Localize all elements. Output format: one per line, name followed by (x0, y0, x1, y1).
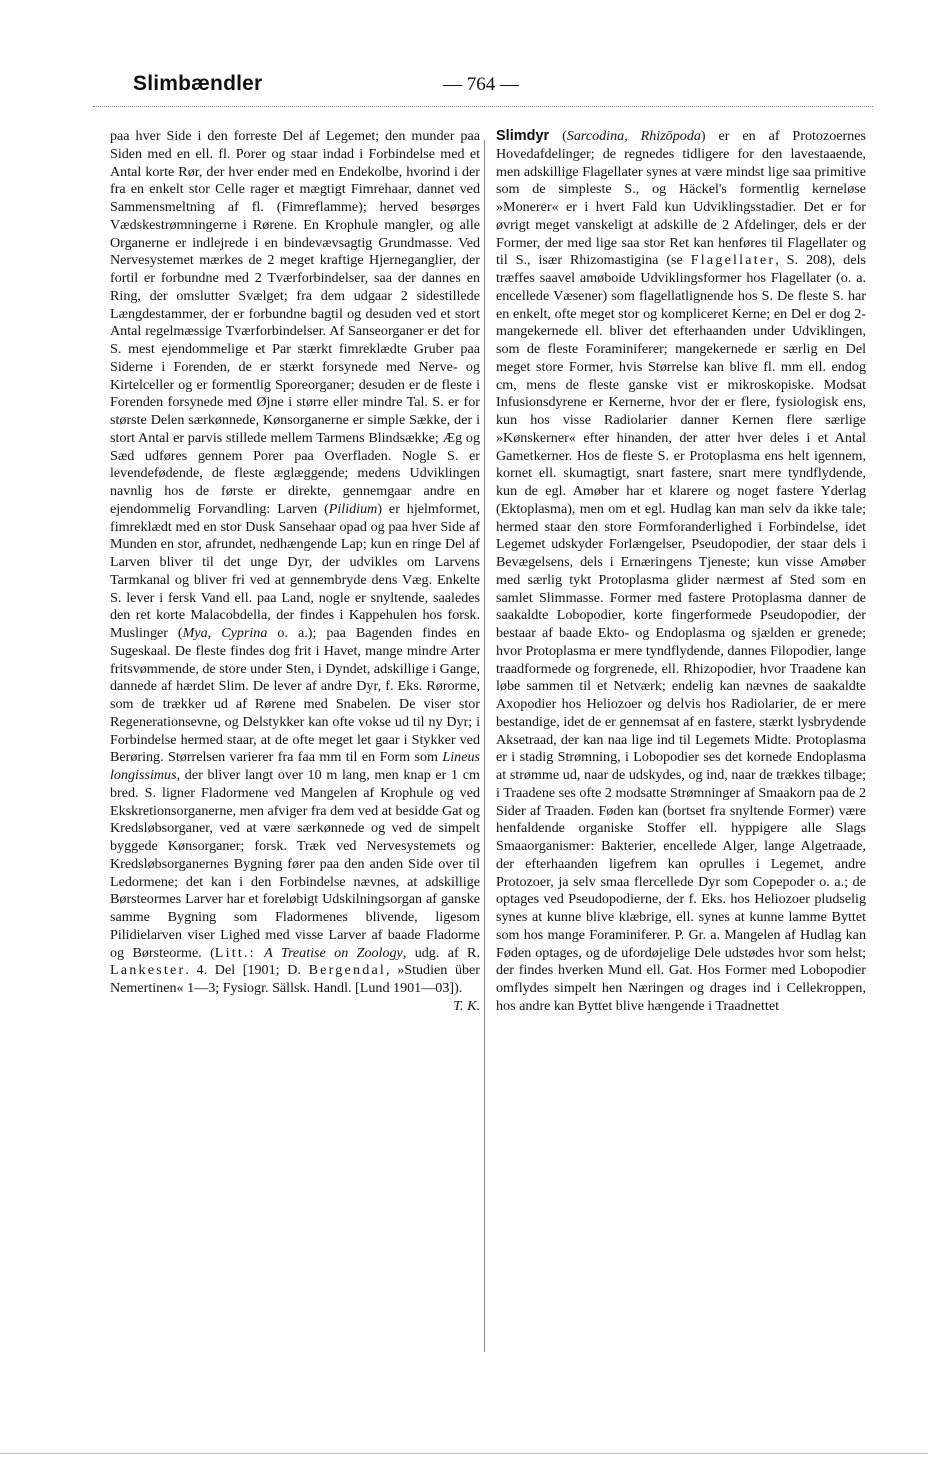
left-column (110, 128, 480, 1016)
text-run: , S. 208), dels træffes saavel amøboide Udviklingsformer hos Flagellater (o. a. encellede Væsener) som flagellatlignende hos S. De fleste S. har en enkelt, ofte meget stor og kompliceret Kerne; en Del er dog 2-mangekernede ell. bliver det efterhaanden under Udviklingen, som de fleste Foraminiferer; mangekernede er særlig en Del meget store Former, hvis Størrelse kan blive fl. mm ell. endog cm, mens de fleste ganske vist er mikroskopiske. Modsat Infusionsdyrene er Kernerne, hvor der er flere, fysiologisk ens, kun hos visse Radiolarier danner Kernen flere særlige »Kønskerner« efter hinanden, der atter hver deles i et Antal Gametkerner. Hos de fleste S. er Protoplasma ens helt igennem, kornet ell. skumagtigt, snart fastere, snart mere tyndflydende, kun de egl. Amøber har et klarere og noget fastere Yderlag (Ektoplasma), men om et egl. Hudlag kan man selv da ikke tale; hermed staar den store Formforanderlighed i Forbindelse, idet Legemet udskyder Forlængelser, Pseudopodier, der staar dels i Bevægelsens, dels i Ernæringens Tjeneste; kun visse Amøber med særlig tykt Protoplasma glider nærmest af Sted som en samlet Slimmasse. Former med fastere Protoplasma danner de saakaldte Lobopodier, korte fingerformede Pseudopodier, der bestaar af baade Ekto- og Endoplasma og sjælden er grenede; hvor Protoplasma er mere tyndflydende, dannes Filopodier, lange traadformede og forgrenede, ell. Rhizopodier, hvor Traadene kan løbe sammen til et Netværk; endelig kan nævnes de saakaldte Axopodier hos Heliozoer og delvis hos Radiolarier, de er mere bestandige, idet de er gennemsat af en fastere, stærkt lysbrydende Aksetraad, der kan naa lige ind til Legemets Midte. Protoplasma er i stadig Strømning, i Lobopodier ses det kornede Endoplasma at strømme ud, naar de udskydes, og ind, naar de trækkes tilbage; i Traadene ses ofte 2 modsatte Strømninger af Smaakorn paa de 2 Sider af Traaden. Føden kan (bortset fra snyltende Former) være henfaldende organiske Stoffer ell. hyppigere alle Slags Smaaorganismer: Bakterier, encellede Alger, lange Algetraade, der efterhaanden ligefrem kan oprulles i Legemet, andre Protozoer, ja selv smaa flercellede Dyr som Copepoder o. a.; de optages ved Pseudopodierne, der f. Eks. hos Heliozoer pludselig synes at kunne blive klæbrige, ell. synes at kunne lamme Byttet som hos mange Foraminiferer. P. Gr. a. Mangelen af Hudlag kan Føden optages, og de ufordøjelige Dele udstødes hvor som helst; der findes hverken Mund ell. Gat. Hos Former med Lobopodier omflydes simpelt hen Næringen og drages ind i Cellekroppen, hos andre kan Byttet blive hængende i Traadnettet (496, 252, 866, 1014)
text-run: , »Studien über Nemertinen« 1—3; Fysiogr. Sällsk. Handl. [Lund 1901—03]). (110, 962, 481, 996)
running-head-title: Slimbændler (133, 72, 263, 95)
spaced-author: Bergendal (308, 962, 387, 979)
text-run: , udg. af R. (402, 944, 480, 961)
text-run: , der bliver langt over 10 m lang, men knap er 1 cm bred. S. ligner Fladormene ved Mangelen af Krophule og ved Ekskretionsorganerne, men afviger fra dem ved at besidde Gat og Kredsløbsorganer, ved at være særkønnede og ved de simpelt byggede Kønsorganer; forsk. Træk ved Nervesystemets og Kredsløbsorganernes Bygning fører paa den anden Side over til Ledormene; det kan i den Forbindelse nævnes, at adskillige Børsteormes Larver har et foreløbigt Udskilningsorgan af ganske samme Bygning som Fladormenes blivende, ligesom Pilidielarven viser Lighed med visse Larver af baade Fladorme og Børsteorme. ( (110, 767, 480, 961)
page-header (133, 72, 833, 108)
entry-continuation-slimbaendler (110, 128, 481, 1014)
italic-term: Lineus longissimus (110, 749, 480, 783)
entry-slimdyr: Slimdyr (Sarcodina, Rhizōpoda) er en af Protozoernes Hovedafdelinger; de regnedes tidligere for den lavestaaende, men adskillige Flagellater synes at være mindst lige saa primitive som de simpleste S., og Häckel's formentlig kerneløse »Monerer« er i hvert Fald kun Udviklingsstadier. Det er for øvrigt meget vanskeligt at adskille de 2 Afdelinger, dels er der Former, der med lige saa stor Ret kan henføres til Flagellater og til S., især Rhizomastigina (se Flagellater, S. 208), dels træffes saavel amøboide Udviklingsformer hos Flagellater (o. a. encellede Væsener) som flagellatlignende hos S. De fleste S. har en enkelt, ofte meget stor og kompliceret Kerne; en Del er dog 2-mangekernede ell. bliver det efterhaanden under Udviklingen, som de fleste Foraminiferer; mangekernede er særlig en Del meget store Former, hvis Størrelse kan blive fl. mm ell. endog cm, mens de fleste ganske vist er mikroskopiske. Modsat Infusionsdyrene er Kernerne, hvor der er flere, fysiologisk ens, kun hos visse Radiolarier danner Kernen flere særlige »Kønskerner« efter hinanden, der atter hver deles i et Antal Gametkerner. Hos de fleste S. er Protoplasma ens helt igennem, kornet ell. skumagtigt, snart fastere, snart mere tyndflydende, kun de egl. Amøber har et klarere og noget fastere Yderlag (Ektoplasma), men om et egl. Hudlag kan man selv da ikke tale; hermed staar den store Formforanderlighed i Forbindelse, idet Legemet udskyder Forlængelser, Pseudopodier, der staar dels i Bevægelsens, dels i Ernæringens Tjeneste; kun visse Amøber med særlig tykt Protoplasma glider nærmest af Sted som en samlet Slimmasse. Former med fastere Protoplasma danner de saakaldte Lobopodier, korte fingerformede Pseudopodier, der bestaar af baade Ekto- og Endoplasma og sjælden er grenede; hvor Protoplasma er mere tyndflydende, dannes Filopodier, lange traadformede og forgrenede, ell. Rhizopodier, hvor Traadene kan løbe sammen til et Netværk; endelig kan nævnes de saakaldte Axopodier hos Heliozoer og delvis hos Radiolarier, de er mere bestandige, idet de er gennemsat af en fastere, stærkt lysbrydende Aksetraad, der kan naa lige ind til Legemets Midte. Protoplasma er i stadig Strømning, i Lobopodier ses det kornede Endoplasma at strømme ud, naar de udskydes, og ind, naar de trækkes tilbage; i Traadene ses ofte 2 modsatte Strømninger af Smaakorn paa de 2 Sider af Traaden. Føden kan (bortset fra snyltende Former) være henfaldende organiske Stoffer ell. hyppigere alle Slags Smaaorganismer: Bakterier, encellede Alger, lange Algetraade, der efterhaanden ligefrem kan oprulles i Legemet, andre Protozoer, ja selv smaa flercellede Dyr som Copepoder o. a.; de optages ved Pseudopodierne, der f. Eks. hos Heliozoer pludselig synes at kunne blive klæbrige, ell. synes at kunne lamme Byttet som hos mange Foraminiferer. P. Gr. a. Mangelen af Hudlag kan Føden optages, og de ufordøjelige Dele udstødes hvor som helst; der findes hverken Mund ell. Gat. Hos Former med Lobopodier omflydes simpelt hen Næringen og drages ind i Cellekroppen, hos andre kan Byttet blive hængende i Traadnettet (496, 128, 866, 1014)
header-divider (93, 106, 873, 107)
spaced-author: Lankester (110, 962, 186, 979)
italic-term: Mya, Cyprina (182, 625, 268, 641)
right-column (496, 128, 866, 1016)
entry-headword: Slimdyr (496, 128, 550, 144)
page-number: — 764 — (443, 74, 519, 95)
text-run: paa hver Side i den forreste Del af Legemet; den munder paa Siden med en ell. fl. Porer og staar indad i Forbindelse med et Antal korte Rør, der hver ender med en Endekolbe, hvorind i der fra en enkelt stor Celle rager et mægtigt Fimrehaar, dannet ved Sammensmeltning af fl. (Fimreflamme); herved besørges Vædskestrømningerne i Rørene. En Krophule mangler, og alle Organerne er indlejrede i en bindevævsagtig Grundmasse. Ved Nervesystemet mærkes de 2 meget kraftige Hjerneganglier, der fortil er forbundne med 2 Tværforbindelser, saa der dannes en Ring, der omslutter Svælget; fra dem udgaar 2 sidestillede Længdestammer, der er forbundne bagtil og desuden ved et stort Antal regelmæssige Tværforbindelser. Af Sanseorganer er det for S. mest ejendommelige et Par stærkt fimreklædte Gruber paa Siderne i Forenden, de er stærkt forsynede med Nerve- og Kirtelceller og er formentlig Sporeorganer; desuden er de fleste i Forenden forsynede med Øjne i større eller mindre Tal. S. er for største Delen særkønnede, Kønsorganerne er simple Sække, der i stort Antal er parvis stillede mellem Tarmens Blindsække; Æg og Sæd udføres gennem Porer paa Overfladen. Nogle S. er levendefødende, de fleste æglæggende; medens Udviklingen navnlig hos de første er direkte, gennemgaar andre en ejendommelig Forvandling: Larven ( (110, 128, 480, 517)
italic-title: A Treatise on Zoology (264, 944, 403, 961)
text-run: er en af Protozoernes Hovedafdelinger; de regnedes tidligere for den lavestaaende, men adskillige Flagellater synes at være mindst lige saa primitive som de simpleste S., og Häckel's formentlig kerneløse »Monerer« er i hvert Fald kun Udviklingsstadier. Det er for øvrigt meget vanskeligt at adskille de 2 Afdelinger, dels er der Former, der med lige saa stor Ret kan henføres til Flagellater og til S., især Rhizomastigina (se (496, 128, 866, 269)
literature-label: Litt.: (214, 944, 256, 961)
author-signature: T. K. (453, 997, 480, 1014)
text-run: . 4. Del [1901; D. (185, 962, 309, 979)
cross-reference: Flagellater (690, 252, 776, 269)
italic-term: Pilidium (328, 500, 378, 517)
text-run: o. a.); paa Bagenden findes en Sugeskaal. De fleste findes dog frit i Havet, mange mindre Arter fritsvømmende, de store under Sten, i Dyndet, adskillige i Gange, dannede af hærdet Slim. De lever af andre Dyr, f. Eks. Rørorme, som de trækker ud af Rørene med Snabelen. De viser stor Regenerationsevne, og Delstykker kan ofte vokse ud til ny Dyr; i Forbindelse hermed staar, at de ofte meget let gaar i Stykker ved Berøring. Størrelsen varierer fra faa mm til en Form som (110, 625, 480, 766)
bottom-edge-line (0, 1453, 928, 1454)
column-divider (484, 140, 485, 1352)
text-run: ) er hjelmformet, fimreklædt med en stor Dusk Sansehaar opad og paa hver Side af Munden en stor, afrundet, nedhængende Lap; kun en ringe Del af Larven bliver til det unge Dyr, der udvikles om Larvens Tarmkanal og bliver fri ved at gennembryde dens Væg. Enkelte S. lever i fersk Vand ell. paa Land, nogle er snyltende, saaledes den ret korte Malacobdella, der findes i Kappehulen hos forsk. Muslinger ( (110, 500, 480, 641)
entry-synonyms: Sarcodina, Rhizōpoda (566, 128, 701, 144)
